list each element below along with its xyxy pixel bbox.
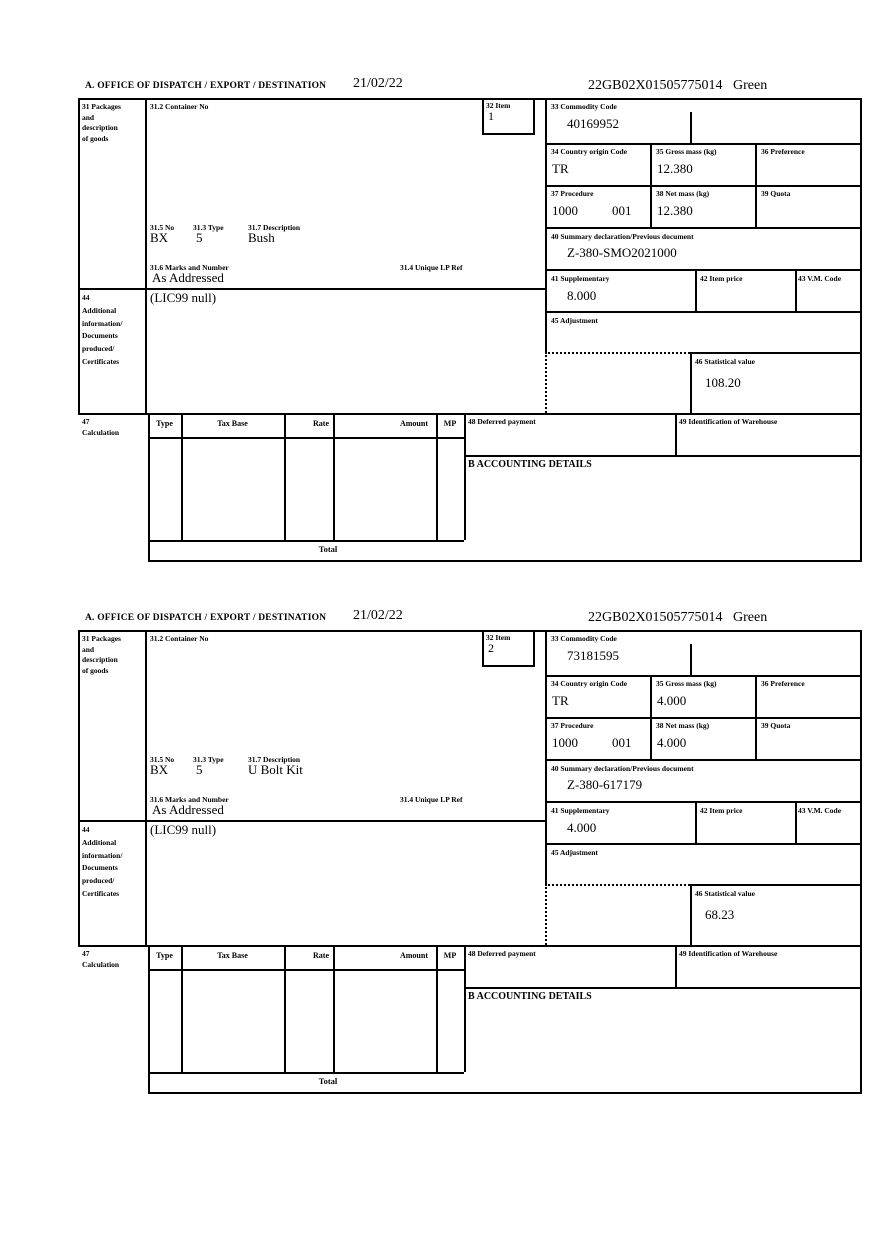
- commodity-code-divider: [690, 112, 692, 143]
- box35-gross-mass-label: 35 Gross mass (kg): [656, 679, 717, 688]
- box32-item-label: 32 Item: [486, 633, 511, 642]
- border-line: [145, 98, 147, 413]
- box38-net-mass-label: 38 Net mass (kg): [656, 189, 710, 198]
- table-header-mp: MP: [443, 951, 457, 960]
- box36-preference-label: 36 Preference: [761, 147, 805, 156]
- box44-additional-info-label: [82, 824, 122, 901]
- box43-vm-code-label: 43 V.M. Code: [798, 274, 842, 283]
- border-line: [482, 665, 535, 667]
- box44-label-line: 44: [82, 293, 90, 302]
- table-header-tax-base: Tax Base: [217, 951, 248, 960]
- dotted-border-line: [545, 352, 690, 354]
- box31-label-line: and: [82, 112, 95, 122]
- box31-label-line: description: [82, 123, 118, 132]
- box36-preference-label: 36 Preference: [761, 679, 805, 688]
- table-header-amount: Amount: [399, 419, 428, 428]
- box37-procedure-label: 37 Procedure: [551, 721, 594, 730]
- box39-quota-label: 39 Quota: [761, 189, 791, 198]
- box31-2-container-label: 31.2 Container No: [150, 102, 209, 111]
- box47-label-line: 47: [82, 417, 90, 426]
- border-line: [545, 98, 547, 352]
- border-line: [78, 630, 862, 632]
- box31-label-line: description: [82, 655, 118, 664]
- table-header-rate: Rate: [313, 419, 329, 428]
- border-line: [482, 98, 484, 133]
- box34-country-label: 34 Country origin Code: [551, 147, 628, 156]
- box31-4-unique-lp-ref-label: 31.4 Unique LP Ref: [400, 263, 463, 272]
- table-header-amount: Amount: [399, 951, 428, 960]
- box40-summary-declaration-label: 40 Summary declaration/Previous document: [551, 764, 694, 773]
- total-row-label: Total: [318, 544, 338, 554]
- box44-label-line: Documents: [82, 331, 118, 341]
- box42-item-price-label: 42 Item price: [700, 274, 743, 283]
- gross-mass-value: 12.380: [657, 161, 693, 176]
- previous-document-value: Z-380-617179: [567, 777, 643, 792]
- package-no-value: BX: [150, 230, 169, 245]
- border-line: [148, 540, 464, 542]
- border-line: [464, 455, 862, 457]
- border-line: [333, 947, 335, 1072]
- border-line: [148, 413, 150, 560]
- border-line: [690, 884, 862, 886]
- border-line: [148, 1072, 464, 1074]
- procedure-value: 1000: [552, 203, 578, 218]
- goods-description-value: Bush: [248, 230, 275, 245]
- box48-deferred-payment-label: 48 Deferred payment: [468, 417, 536, 426]
- border-line: [860, 98, 862, 560]
- acceptance-date: 21/02/22: [353, 76, 403, 91]
- procedure-extra-value: 001: [612, 735, 632, 750]
- box44-additional-info-label: [82, 292, 122, 369]
- border-line: [464, 413, 466, 540]
- procedure-value: 1000: [552, 735, 578, 750]
- border-line: [533, 630, 535, 665]
- item-number-value: 2: [488, 641, 494, 655]
- box31-6-marks-label: 31.6 Marks and Number: [150, 795, 229, 804]
- country-origin-value: TR: [552, 693, 569, 708]
- border-line: [675, 413, 677, 455]
- border-line: [650, 143, 652, 227]
- dotted-border-line: [545, 352, 547, 413]
- dotted-border-line: [545, 884, 547, 945]
- table-header-mp: MP: [443, 419, 457, 428]
- border-line: [795, 801, 797, 843]
- border-line: [78, 413, 862, 415]
- supplementary-units-value: 4.000: [567, 820, 597, 835]
- box31-packages-label: [82, 102, 121, 144]
- box31-packages-label: [82, 634, 121, 676]
- box31-label-line: of goods: [82, 133, 109, 143]
- border-line: [284, 947, 286, 1072]
- border-line: [436, 947, 438, 1072]
- office-of-dispatch-title: A. OFFICE OF DISPATCH / EXPORT / DESTINATION: [85, 613, 327, 623]
- package-no-value: BX: [150, 762, 169, 777]
- additional-info-value: (LIC99 null): [150, 290, 217, 305]
- border-line: [148, 945, 150, 1092]
- box40-summary-declaration-label: 40 Summary declaration/Previous document: [551, 232, 694, 241]
- box31-7-description-label: 31.7 Description: [248, 755, 301, 764]
- box31-7-description-label: 31.7 Description: [248, 223, 301, 232]
- border-line: [545, 311, 862, 313]
- border-line: [181, 415, 183, 540]
- box49-warehouse-label: 49 Identification of Warehouse: [679, 949, 778, 958]
- border-line: [545, 143, 862, 145]
- border-line: [284, 415, 286, 540]
- border-line: [695, 269, 697, 311]
- box31-5-no-label: 31.5 No: [150, 223, 175, 232]
- procedure-extra-value: 001: [612, 203, 632, 218]
- box31-3-type-label: 31.3 Type: [193, 223, 224, 232]
- border-line: [78, 98, 862, 100]
- border-line: [650, 675, 652, 759]
- border-line: [533, 98, 535, 133]
- box31-5-no-label: 31.5 No: [150, 755, 175, 764]
- border-line: [545, 759, 862, 761]
- box44-label-line: Certificates: [82, 888, 120, 898]
- border-line: [181, 947, 183, 1072]
- declaration-item-section-2: [0, 608, 882, 1108]
- border-line: [78, 820, 545, 822]
- border-line: [545, 185, 862, 187]
- total-row-label: Total: [318, 1076, 338, 1086]
- table-header-tax-base: Tax Base: [217, 419, 248, 428]
- box46-statistical-value-label: 46 Statistical value: [695, 889, 755, 898]
- box31-6-marks-label: 31.6 Marks and Number: [150, 263, 229, 272]
- accounting-details-label: B ACCOUNTING DETAILS: [468, 459, 592, 470]
- box44-label-line: information/: [82, 850, 123, 860]
- marks-and-number-value: As Addressed: [152, 270, 224, 285]
- goods-description-value: U Bolt Kit: [248, 762, 303, 777]
- net-mass-value: 12.380: [657, 203, 693, 218]
- box44-label-line: produced/: [82, 344, 115, 354]
- box39-quota-label: 39 Quota: [761, 721, 791, 730]
- box44-label-line: Certificates: [82, 356, 120, 366]
- box48-deferred-payment-label: 48 Deferred payment: [468, 949, 536, 958]
- box44-label-line: Additional: [82, 305, 117, 315]
- commodity-code-divider: [690, 644, 692, 675]
- border-line: [482, 630, 484, 665]
- box41-supplementary-label: 41 Supplementary: [551, 806, 610, 815]
- box34-country-label: 34 Country origin Code: [551, 679, 628, 688]
- box47-label-line: 47: [82, 949, 90, 958]
- commodity-code-value: 73181595: [567, 648, 619, 663]
- box47-calculation-label: [82, 416, 119, 438]
- box46-statistical-value-label: 46 Statistical value: [695, 357, 755, 366]
- box31-2-container-label: 31.2 Container No: [150, 634, 209, 643]
- border-line: [78, 98, 80, 413]
- box33-commodity-label: 33 Commodity Code: [551, 102, 617, 111]
- border-line: [545, 269, 862, 271]
- box31-3-type-label: 31.3 Type: [193, 755, 224, 764]
- statistical-value: 68.23: [705, 907, 735, 922]
- routing-status: Green: [733, 78, 768, 93]
- table-header-type: Type: [156, 419, 173, 428]
- box37-procedure-label: 37 Procedure: [551, 189, 594, 198]
- border-line: [545, 801, 862, 803]
- box35-gross-mass-label: 35 Gross mass (kg): [656, 147, 717, 156]
- box31-label-line: 31 Packages: [82, 634, 121, 643]
- box42-item-price-label: 42 Item price: [700, 806, 743, 815]
- box33-commodity-label: 33 Commodity Code: [551, 634, 617, 643]
- border-line: [78, 630, 80, 945]
- previous-document-value: Z-380-SMO2021000: [567, 245, 677, 260]
- package-type-value: 5: [196, 762, 203, 777]
- box31-4-unique-lp-ref-label: 31.4 Unique LP Ref: [400, 795, 463, 804]
- box47-label-line: Calculation: [82, 428, 120, 437]
- box31-label-line: of goods: [82, 665, 109, 675]
- supplementary-units-value: 8.000: [567, 288, 597, 303]
- gross-mass-value: 4.000: [657, 693, 687, 708]
- box45-adjustment-label: 45 Adjustment: [551, 316, 598, 325]
- border-line: [545, 717, 862, 719]
- border-line: [148, 437, 464, 439]
- border-line: [755, 675, 757, 759]
- item-number-value: 1: [488, 109, 494, 123]
- additional-info-value: (LIC99 null): [150, 822, 217, 837]
- border-line: [545, 675, 862, 677]
- box47-calculation-label: [82, 948, 119, 970]
- box31-label-line: and: [82, 644, 95, 654]
- border-line: [860, 630, 862, 1092]
- box44-label-line: Additional: [82, 837, 117, 847]
- border-line: [148, 560, 862, 562]
- country-origin-value: TR: [552, 161, 569, 176]
- movement-reference-number: 22GB02X01505775014: [588, 610, 723, 625]
- box49-warehouse-label: 49 Identification of Warehouse: [679, 417, 778, 426]
- border-line: [148, 1092, 862, 1094]
- border-line: [695, 801, 697, 843]
- border-line: [795, 269, 797, 311]
- box44-label-line: 44: [82, 825, 90, 834]
- table-header-type: Type: [156, 951, 173, 960]
- routing-status: Green: [733, 610, 768, 625]
- package-type-value: 5: [196, 230, 203, 245]
- border-line: [690, 352, 862, 354]
- box31-label-line: 31 Packages: [82, 102, 121, 111]
- border-line: [690, 884, 692, 945]
- marks-and-number-value: As Addressed: [152, 802, 224, 817]
- border-line: [148, 969, 464, 971]
- box41-supplementary-label: 41 Supplementary: [551, 274, 610, 283]
- box44-label-line: produced/: [82, 876, 115, 886]
- movement-reference-number: 22GB02X01505775014: [588, 78, 723, 93]
- border-line: [545, 630, 547, 884]
- border-line: [78, 288, 545, 290]
- border-line: [690, 352, 692, 413]
- border-line: [436, 415, 438, 540]
- border-line: [545, 227, 862, 229]
- box38-net-mass-label: 38 Net mass (kg): [656, 721, 710, 730]
- border-line: [482, 133, 535, 135]
- border-line: [464, 987, 862, 989]
- border-line: [333, 415, 335, 540]
- box44-label-line: Documents: [82, 863, 118, 873]
- commodity-code-value: 40169952: [567, 116, 619, 131]
- box44-label-line: information/: [82, 318, 123, 328]
- border-line: [755, 143, 757, 227]
- net-mass-value: 4.000: [657, 735, 687, 750]
- border-line: [545, 843, 862, 845]
- accounting-details-label: B ACCOUNTING DETAILS: [468, 991, 592, 1002]
- acceptance-date: 21/02/22: [353, 608, 403, 623]
- box45-adjustment-label: 45 Adjustment: [551, 848, 598, 857]
- border-line: [675, 945, 677, 987]
- statistical-value: 108.20: [705, 375, 741, 390]
- declaration-item-section-1: [0, 76, 882, 576]
- table-header-rate: Rate: [313, 951, 329, 960]
- border-line: [145, 630, 147, 945]
- box43-vm-code-label: 43 V.M. Code: [798, 806, 842, 815]
- box47-label-line: Calculation: [82, 960, 120, 969]
- office-of-dispatch-title: A. OFFICE OF DISPATCH / EXPORT / DESTINATION: [85, 81, 327, 91]
- border-line: [464, 945, 466, 1072]
- box32-item-label: 32 Item: [486, 101, 511, 110]
- border-line: [78, 945, 862, 947]
- dotted-border-line: [545, 884, 690, 886]
